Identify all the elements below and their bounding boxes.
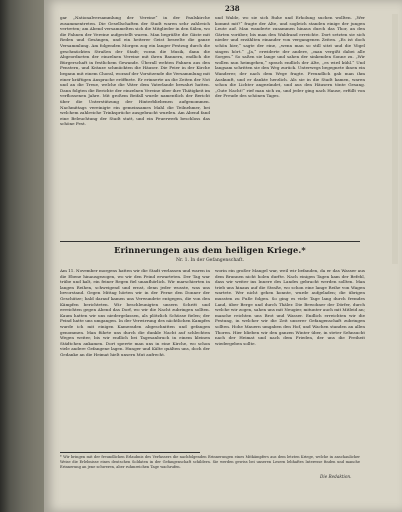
main-article-left-column: Am 11. November morgens hatten wir die Stadt verlassen und waren in die Ebene hinausgezogen, wo wir den Feind erwarteten. Der Tag war trübe und kalt, ein feiner Regen fiel unaufhörlich. Wir marschierten in langen Reihen, schweigend und ernst, denn jeder wusste, was uns bevorstand. Gegen Mittag hörten wir in der Ferne den Donner der Geschütze; bald darauf kamen uns Verwundete entgegen, die von den Kämpfen berichteten. Wir beschleunigten unsern Schritt und erreichten gegen Abend das Dorf, wo wir die Nacht zubringen sollten. Kaum hatten wir uns niedergelassen, als plötzlich Schüsse fielen; der Feind hatte uns umgangen. In der Verwirrung des nächtlichen Kampfes wurde ich mit einigen Kameraden abgeschnitten und gefangen genommen. Man führte uns durch die dunkle Nacht auf schlechten Wegen weiter, bis wir endlich bei Tagesanbruch in einem kleinen Städtchen ankamen. Dort sperrte man uns in eine Kirche, wo schon viele andere Gefangene lagen. Hunger und Kälte quälten uns, doch der Gedanke an die Heimat hielt unsern Mut aufrecht. xyxy=(60,268,210,357)
footnote: * Wir bringen mit der freundlichen Erlaubnis des Verfassers die nachfolgenden Erinnerungen eines Mitkämpfers aus dem letzten Kriege, welche in anschaulicher Weise die Erlebnisse eines deutschen Soldaten in der Gefangenschaft schildern. Sie werden gewiss bei unseren Lesern lebhaftes Interesse finden und manche Erinnerung an jene schweren, aber ruhmreichen Tage wachrufen. xyxy=(60,455,360,469)
footnote-divider xyxy=(60,452,200,453)
article-title: Erinnerungen aus dem heiligen Kriege.* xyxy=(114,245,306,255)
page-number: 238 xyxy=(225,4,240,13)
main-article-right-column: worin ein großer Mangel war, weil wir befanden, da er das Wasser aus dem Brunnen nicht holen durfte. Nach einigen Tagen kam der Befehl, dass wir weiter ins Innere des Landes gebracht werden sollten. Man trieb uns hinaus auf die Straße, wo schon eine lange Reihe von Wagen wartete. Wer nicht gehen konnte, wurde aufgeladen; die übrigen mussten zu Fuße folgen. So ging es viele Tage lang durch fremdes Land, über Berge und durch Thäler. Die Bewohner der Dörfer, durch welche wir zogen, sahen uns mit Neugier, mitunter auch mit Mitleid an; manche reichten uns Brot und Wasser. Endlich erreichten wir die Festung, in welcher wir die Zeit unserer Gefangenschaft zubringen sollten. Hohe Mauern umgaben den Hof, und Wachen standen an allen Thoren. Hier blieben wir den ganzen Winter über, in steter Sehnsucht nach der Heimat und nach dem Frieden, der uns die Freiheit wiedergeben sollte. xyxy=(215,268,365,346)
page-edge xyxy=(392,14,398,264)
top-article-left-column: gar „Nationalversammlung der Vereine“ in der Paulskirche zusammentreten. Die Gesellschaften der Stadt waren sehr zahlreich vertreten; am Abend versammelten sich die Mitglieder in den Sälen, wo die Fahnen der Vereine aufgestellt waren. Man begrüßte die Gäste mit Reden und Gesängen, und ein heiterer Geist beseelte die ganze Versammlung. Am folgenden Morgen zog ein langer Festzug durch die geschmückten Straßen der Stadt; voran die Musik, dann die Abgeordneten der einzelnen Vereine mit ihren Bannern, endlich die Bürgerschaft in festlichem Gewande. Überall wehten Fahnen aus den Fenstern, und Kränze schmückten die Häuser. Die Feier in der Kirche begann mit einem Choral, worauf der Vorsitzende die Versammlung mit einer kräftigen Ansprache eröffnete. Er erinnerte an die Zeiten der Not und an die Treue, welche die Väter dem Vaterlande bewahrt hatten. Dann folgten die Berichte der einzelnen Vereine über ihre Thätigkeit im verflossenen Jahre. Mit großem Beifall wurde namentlich der Bericht über die Unterstützung der Hinterbliebenen aufgenommen. Nachmittags vereinigte ein gemeinsames Mahl die Teilnehmer, bei welchem zahlreiche Trinksprüche ausgebracht wurden. Am Abend fand eine Beleuchtung der Stadt statt, und ein Feuerwerk beschloss das schöne Fest. xyxy=(60,15,210,127)
section-divider xyxy=(60,241,360,242)
top-article-right-column: und Walde, wo sie sich Ruhe und Erholung suchen wollten. „Wer kommt mit?“ fragte der Alte, und sogleich standen einige der jungen Leute auf. Man wanderte zusammen hinaus durch das Thor, an den Gärten vorüber, bis man den Waldrand erreichte. Dort setzten sie sich nieder und erzählten einander von vergangenen Zeiten. „Es ist doch schön hier,“ sagte der eine, „wenn man so still sitzt und die Vögel singen hört.“ „Ja,“ erwiderte der andere, „man vergißt dabei alle Sorgen.“ So saßen sie lange und sahen der sinkenden Sonne zu. „Wir wollen nun heimgehen,“ sprach endlich der Alte, „es wird kühl.“ Und langsam schritten sie den Weg zurück. Unterwegs begegnete ihnen ein Wanderer, der nach dem Wege fragte. Freundlich gab man ihm Auskunft, und er dankte herzlich. Als sie in die Stadt kamen, waren schon die Lichter angezündet, und aus den Häusern tönte Gesang. „Gute Nacht!“ rief man sich zu, und jeder ging nach Hause, erfüllt von der Freude des schönen Tages. xyxy=(215,15,365,99)
article-subtitle: Nr. 1. In der Gefangenschaft. xyxy=(175,258,245,263)
signature: Die Redaktion. xyxy=(320,474,352,479)
